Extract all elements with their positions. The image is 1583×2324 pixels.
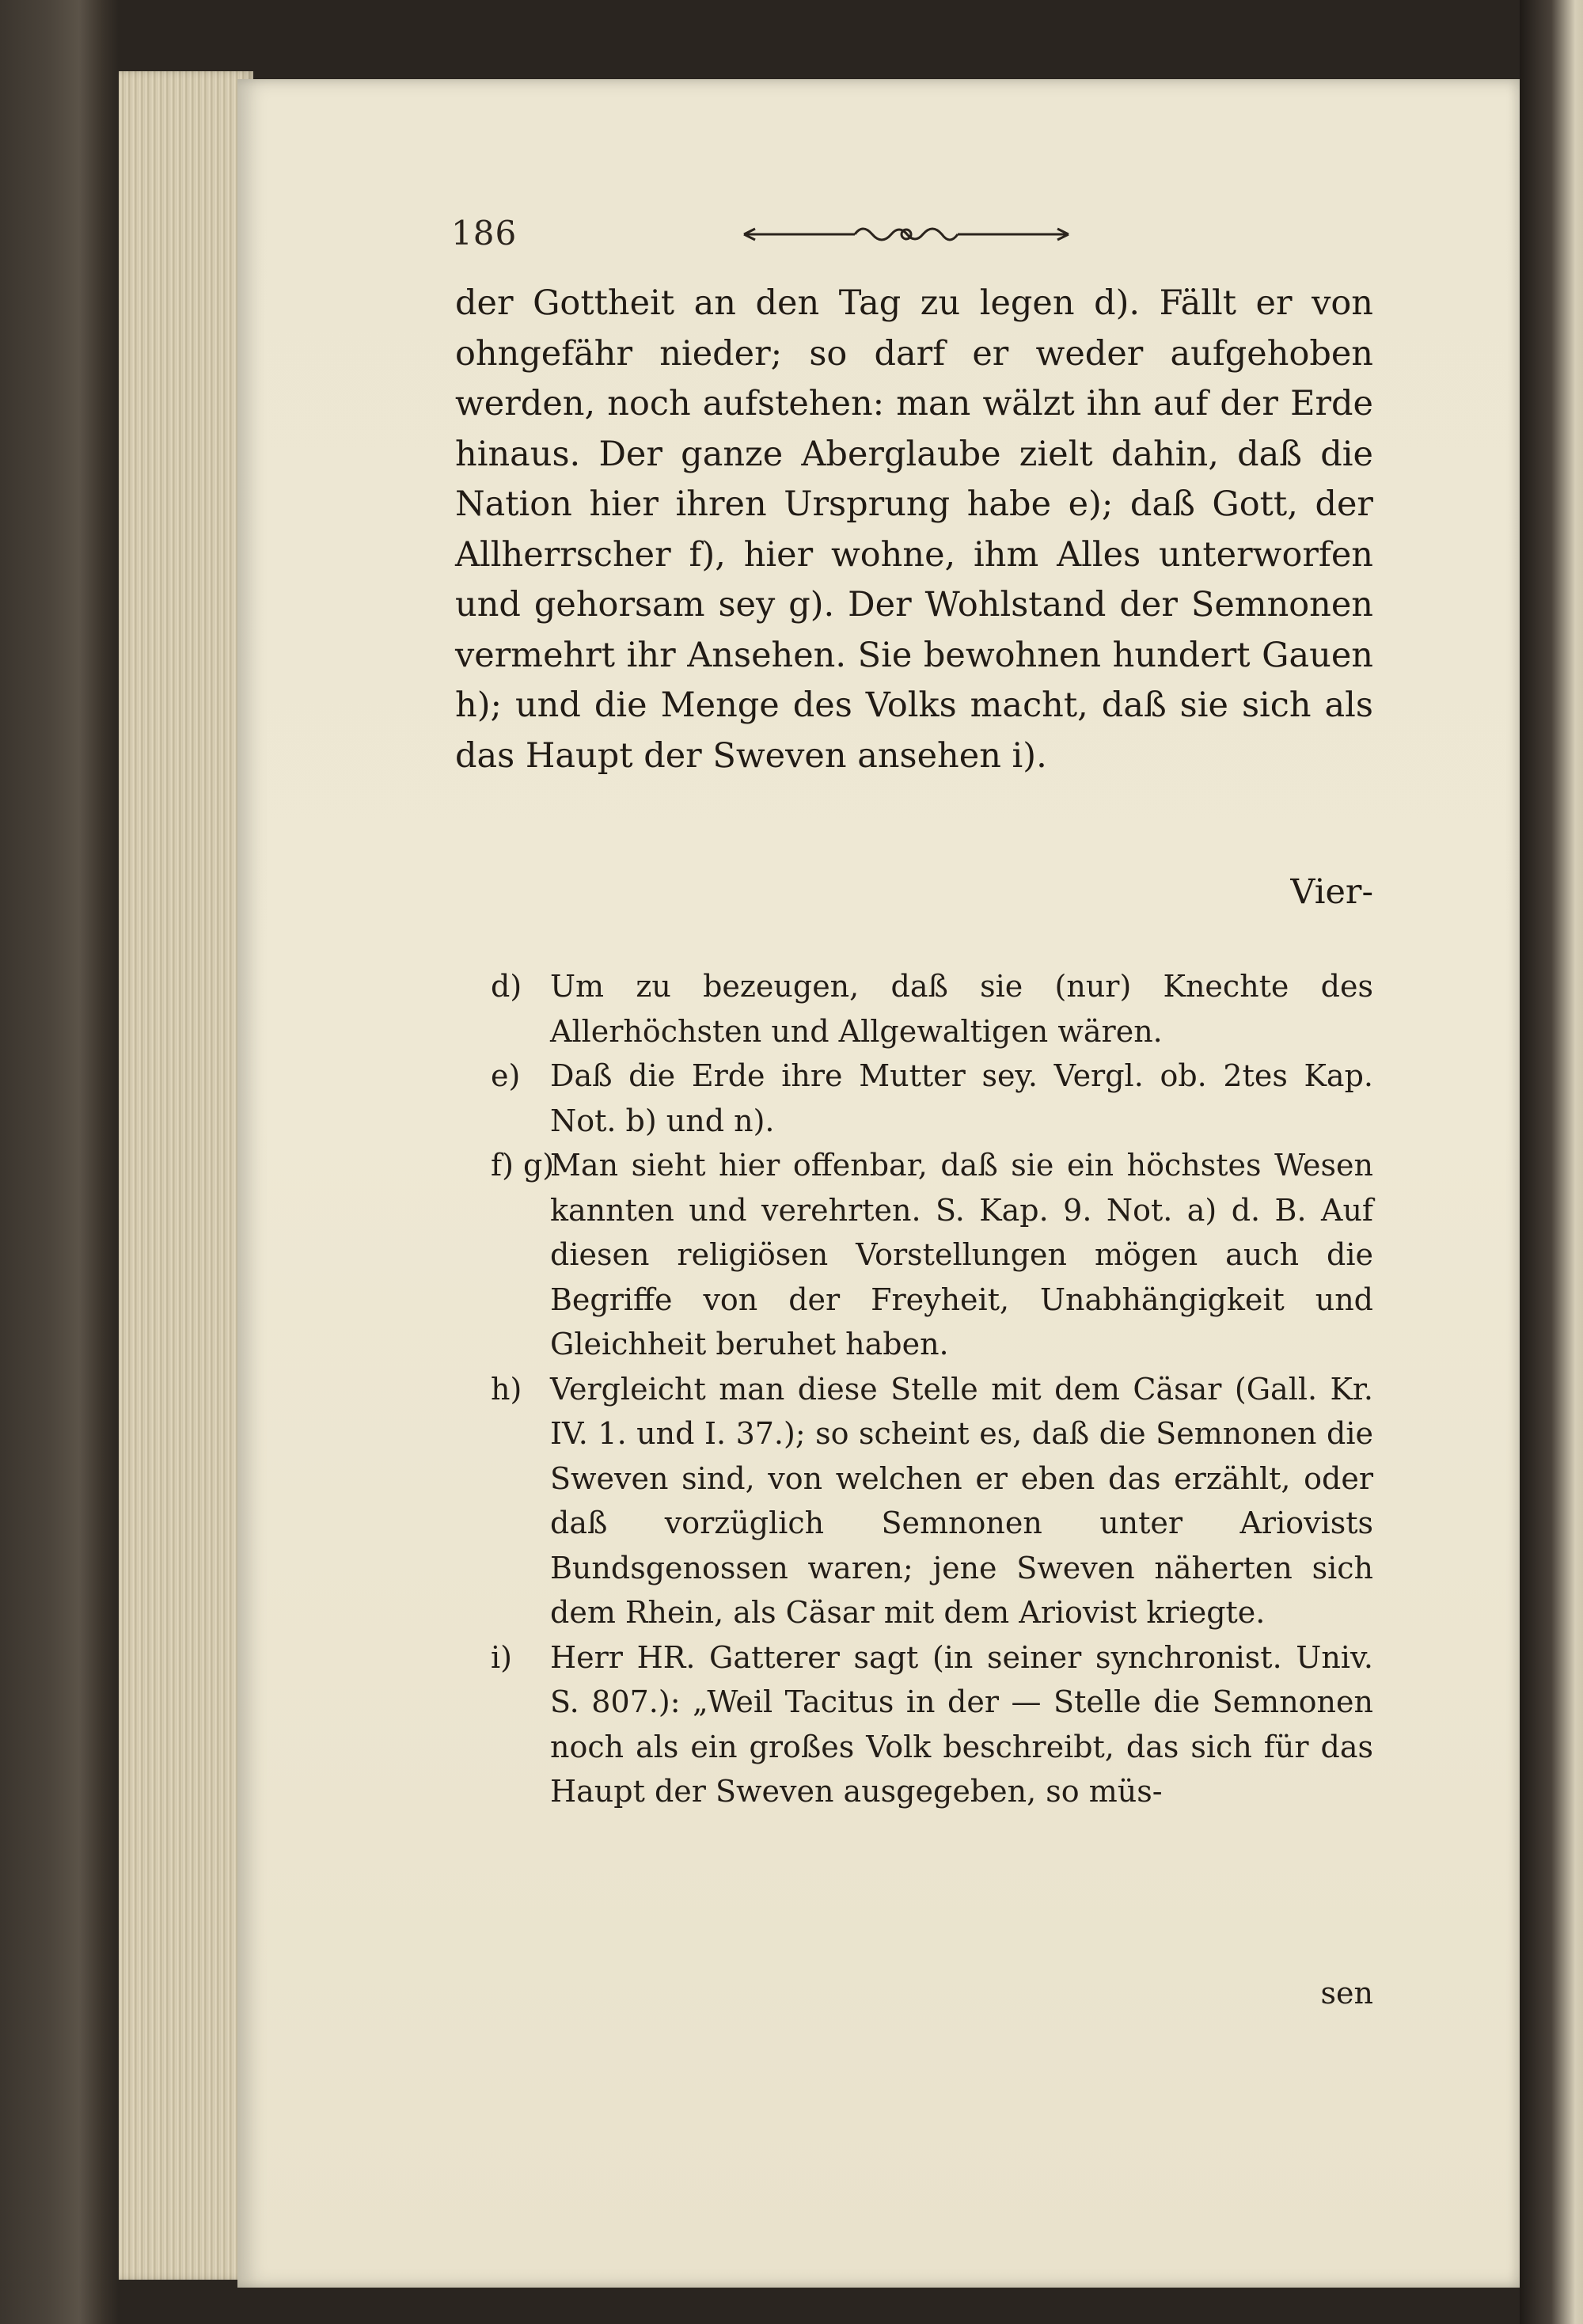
footnote-key: i) xyxy=(491,1639,512,1675)
main-body-text xyxy=(455,279,1373,781)
footnote-i xyxy=(491,1635,1373,1814)
footnote-e xyxy=(491,1054,1373,1143)
footnote-key: e) xyxy=(491,1058,521,1093)
book-page-edges xyxy=(119,71,253,2280)
page-number: 186 xyxy=(451,214,518,253)
footnote-text: Man sieht hier offenbar, daß sie ein höchstes Wesen kannten und verehrten. S. Kap. 9. Not. a) d. B. Auf diesen religiösen Vorstellungen mögen auch die Begriffe von der Freyheit, Unabhängigkeit und Gleichheit beruhet haben. xyxy=(550,1148,1373,1361)
footnote-text: Herr HR. Gatterer sagt (in seiner synchronist. Univ. S. 807.): „Weil Tacitus in der — Stelle die Semnonen noch als ein großes Volk beschreibt, das sich für das Haupt der Sweven ausgegeben, so müs- xyxy=(550,1639,1373,1809)
footnote-key: d) xyxy=(491,969,522,1004)
footnotes xyxy=(491,964,1373,1814)
footnote-f-g xyxy=(491,1143,1373,1367)
catchword: Vier- xyxy=(1290,872,1373,912)
facing-page-edge xyxy=(1520,0,1583,2324)
bottom-catchword: sen xyxy=(1320,1976,1373,2011)
body-paragraph: der Gottheit an den Tag zu legen d). Fällt er von ohngefähr nieder; so darf er weder aufgehoben werden, noch aufstehen: man wälzt ihn auf der Erde hinaus. Der ganze Aberglaube zielt dahin, daß die Nation hier ihren Ursprung habe e); daß Gott, der Allherrscher f), hier wohne, ihm Alles unterworfen und gehorsam sey g). Der Wohlstand der Semnonen vermehrt ihr Ansehen. Sie bewohnen hundert Gauen h); und die Menge des Volks macht, daß sie sich als das Haupt der Sweven ansehen i). xyxy=(455,283,1373,776)
footnote-text: Vergleicht man diese Stelle mit dem Cäsar (Gall. Kr. IV. 1. und I. 37.); so scheint es, daß die Semnonen die Sweven sind, von welchen er eben das erzählt, oder daß vorzüglich Semnonen unter Ariovists Bundsgenossen waren; jene Sweven näherten sich dem Rhein, als Cäsar mit dem Ariovist kriegte. xyxy=(550,1371,1373,1630)
footnote-key: f) g) xyxy=(491,1148,555,1183)
footnote-text: Daß die Erde ihre Mutter sey. Vergl. ob. 2tes Kap. Not. b) und n). xyxy=(550,1058,1373,1138)
footnote-d xyxy=(491,964,1373,1054)
footnote-key: h) xyxy=(491,1371,522,1407)
scroll-ornament-icon xyxy=(736,218,1076,250)
footnote-h xyxy=(491,1367,1373,1635)
footnote-text: Um zu bezeugen, daß sie (nur) Knechte des Allerhöchsten und Allgewaltigen wären. xyxy=(550,969,1373,1049)
